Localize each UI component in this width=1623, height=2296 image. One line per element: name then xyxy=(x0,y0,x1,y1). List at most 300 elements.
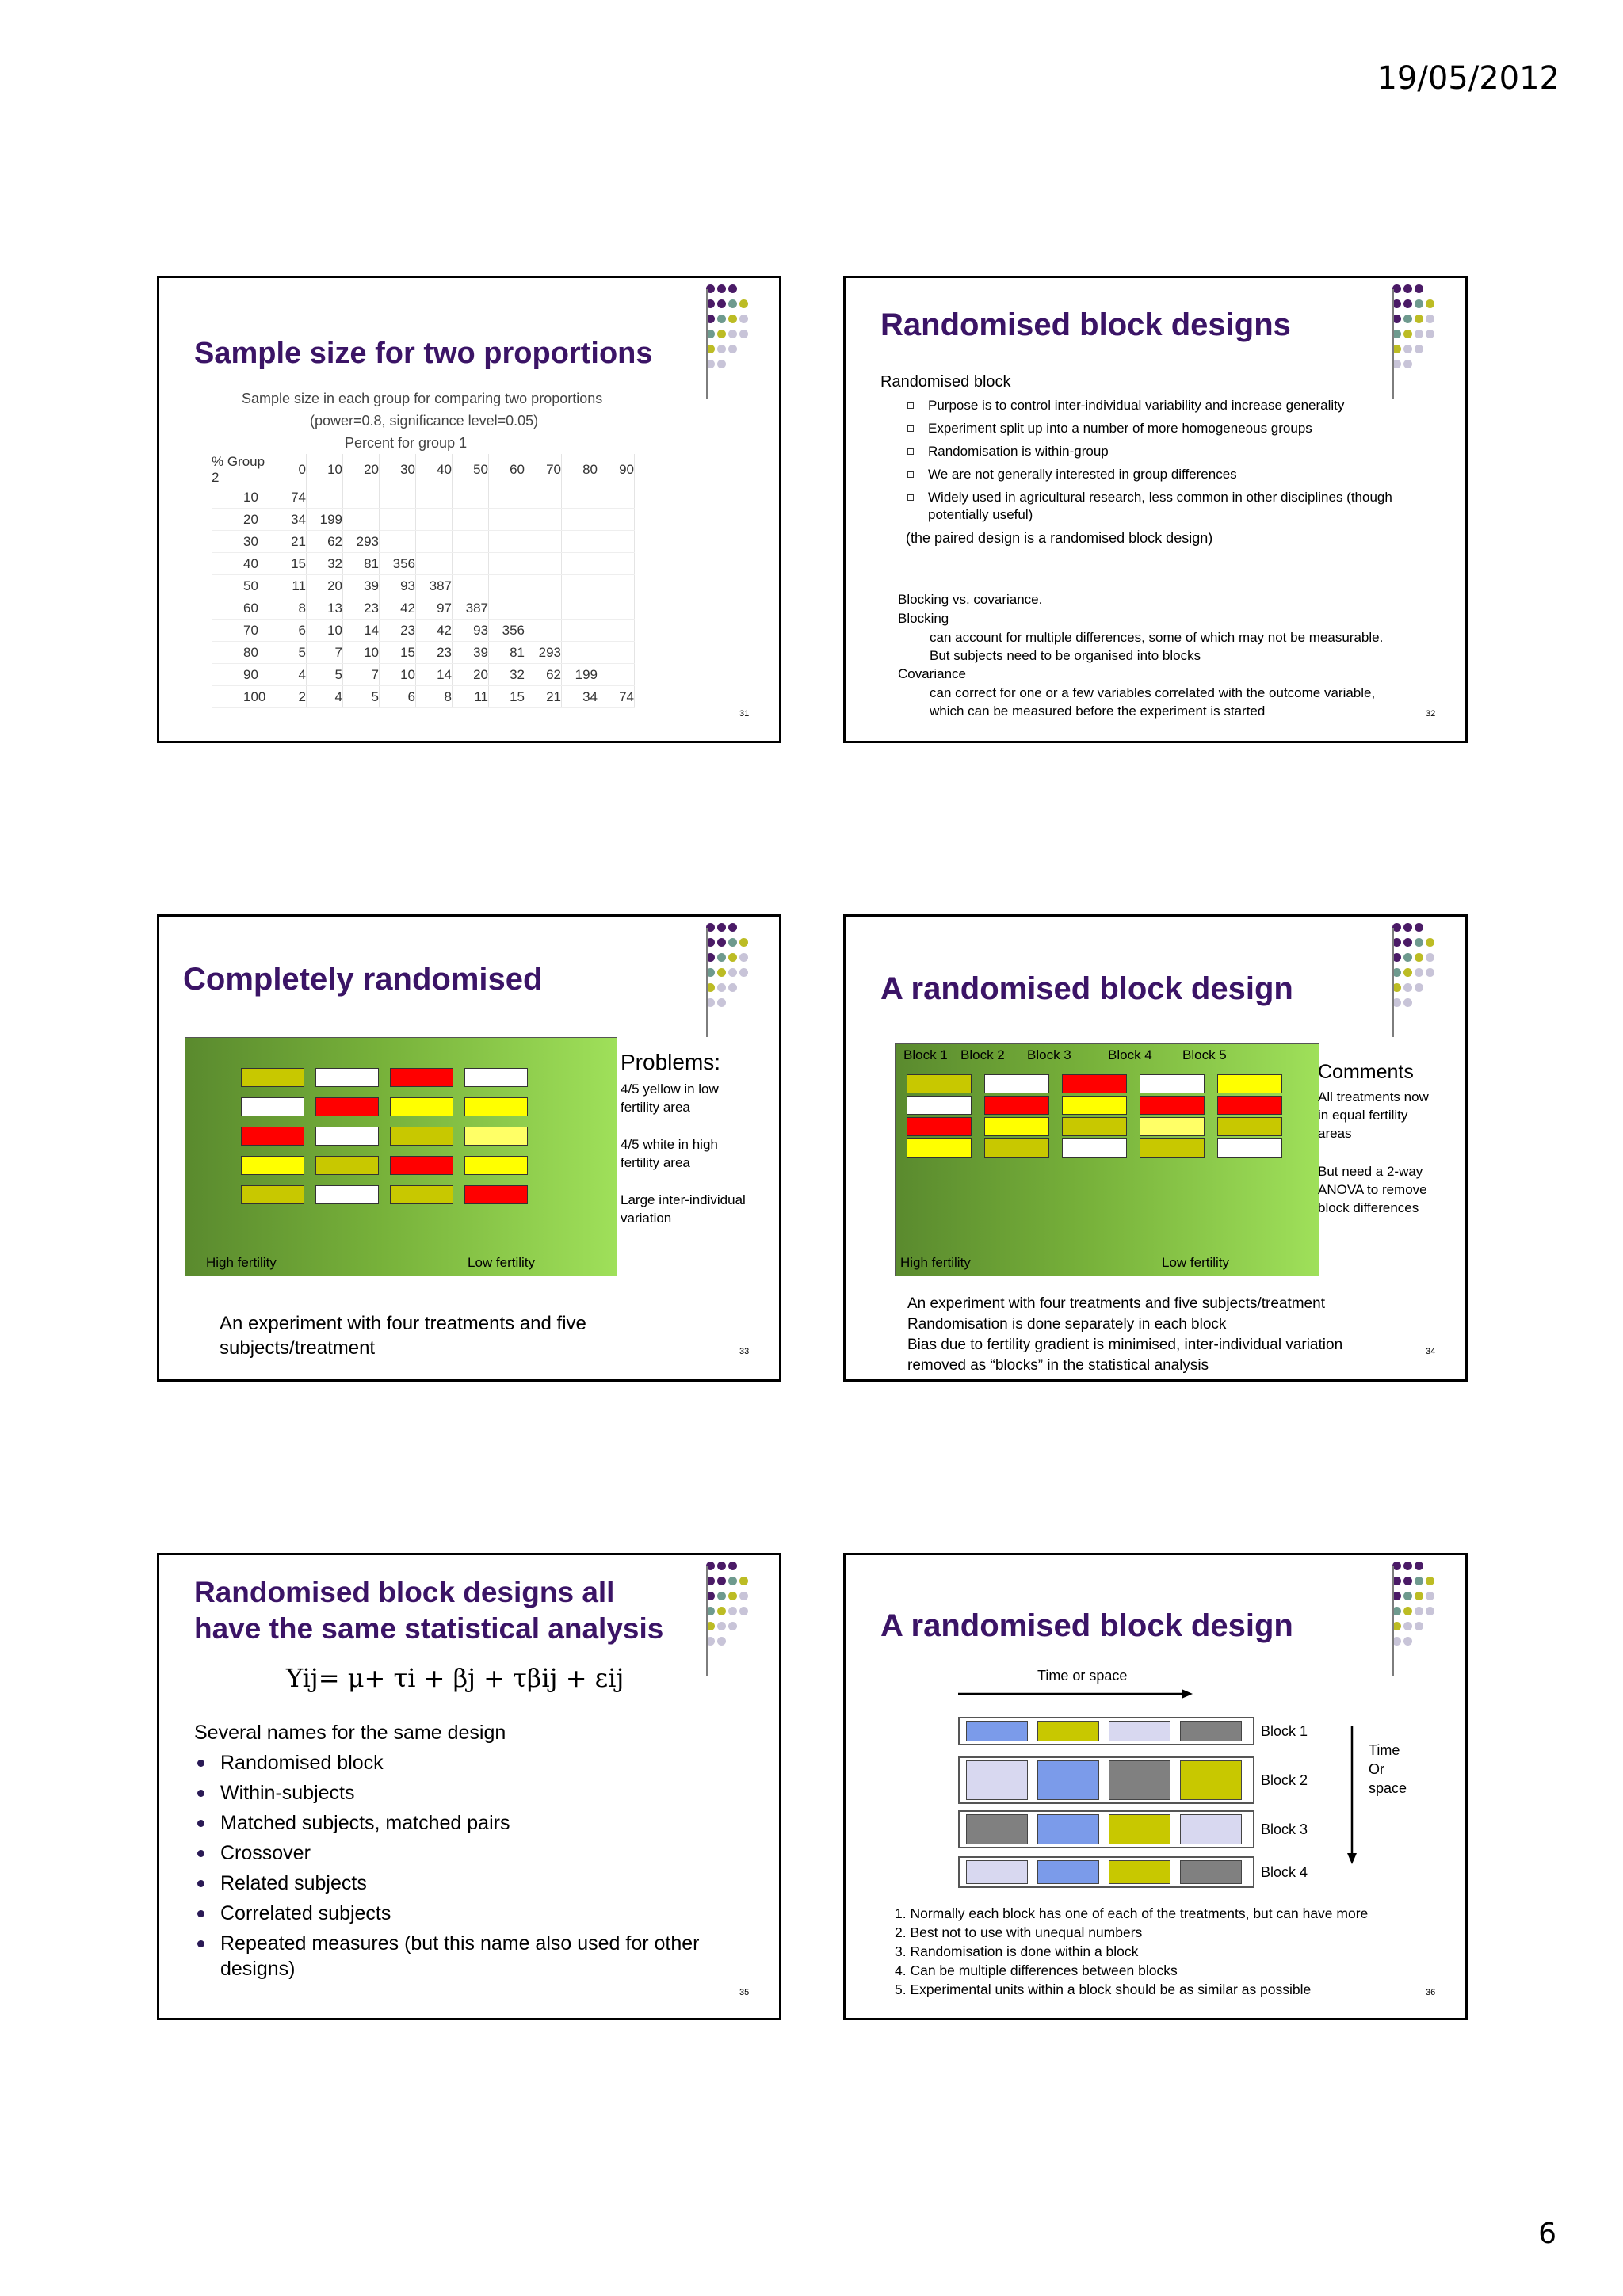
table-cell xyxy=(416,509,453,531)
problems-list xyxy=(621,1080,755,1246)
decor-dot xyxy=(717,998,726,1007)
unit-cell xyxy=(1109,1721,1170,1741)
plot-white xyxy=(315,1127,379,1146)
vertical-arrow-icon xyxy=(1346,1726,1358,1866)
horizontal-arrow-icon xyxy=(958,1688,1196,1699)
table-cell xyxy=(307,486,343,509)
decor-dot xyxy=(1403,345,1412,353)
note-item: 2. Best not to use with unequal numbers xyxy=(895,1924,1143,1940)
slide-title: A randomised block design xyxy=(880,971,1293,1006)
bullet-list xyxy=(907,397,1430,529)
decor-dot xyxy=(739,299,748,308)
table-title: Sample size in each group for comparing two proportions xyxy=(242,391,603,406)
decor-dot xyxy=(1403,299,1412,308)
decor-dot xyxy=(717,1607,726,1615)
dot-decoration xyxy=(706,923,769,1034)
decor-dot xyxy=(1415,923,1423,932)
decor-dot xyxy=(717,315,726,323)
blocking-section xyxy=(898,590,1405,720)
plot-yellow xyxy=(390,1097,453,1116)
plot-white xyxy=(984,1074,1049,1093)
block-row xyxy=(958,1717,1254,1745)
decor-dot xyxy=(728,968,737,977)
decor-dot xyxy=(739,938,748,947)
row-label: 40 xyxy=(212,553,269,575)
table-cell: 14 xyxy=(416,664,453,686)
block-row xyxy=(958,1810,1254,1848)
problems-title: Problems: xyxy=(621,1050,721,1074)
table-cell: 7 xyxy=(307,642,343,664)
decor-dot xyxy=(1403,1607,1412,1615)
table-cell: 93 xyxy=(453,620,489,642)
plot-lyellow xyxy=(464,1127,528,1146)
decor-dot xyxy=(1403,968,1412,977)
table-cell: 15 xyxy=(380,642,416,664)
table-cell xyxy=(562,575,598,597)
table-cell xyxy=(562,620,598,642)
table-cell: 20 xyxy=(307,575,343,597)
unit-cell xyxy=(1109,1760,1170,1800)
dot-decoration xyxy=(1392,284,1456,395)
list-item: We are not generally interested in group differences xyxy=(907,466,1430,483)
column-header: 80 xyxy=(562,454,598,486)
list-item: Within-subjects xyxy=(194,1780,749,1806)
plot-red xyxy=(907,1117,972,1136)
dot-decoration xyxy=(706,1562,769,1672)
list-item: Randomisation is within-group xyxy=(907,443,1430,460)
plot-yellow xyxy=(464,1156,528,1175)
plot-olive xyxy=(1140,1138,1205,1158)
table-cell xyxy=(525,620,562,642)
table-row xyxy=(212,531,635,553)
plot-lyellow xyxy=(1140,1117,1205,1136)
list-item: Widely used in agricultural research, less common in other disciplines (though potentially useful) xyxy=(907,489,1430,524)
decor-dot xyxy=(1403,1577,1412,1585)
row-label: 90 xyxy=(212,664,269,686)
table-cell: 5 xyxy=(307,664,343,686)
decor-dot xyxy=(1403,953,1412,962)
block-label: Block 1 xyxy=(1261,1723,1308,1739)
decor-dot xyxy=(728,1577,737,1585)
table-cell xyxy=(598,620,635,642)
table-cell: 32 xyxy=(307,553,343,575)
plot-yellow xyxy=(1062,1096,1127,1115)
table-cell: 93 xyxy=(380,575,416,597)
decor-dot xyxy=(717,1577,726,1585)
block-header: Block 3 xyxy=(1027,1047,1071,1062)
table-cell xyxy=(525,531,562,553)
comments-1: All treatments now in equal fertility areas xyxy=(1318,1089,1429,1141)
table-cell: 6 xyxy=(380,686,416,708)
problem-item: Large inter-individual variation xyxy=(621,1192,746,1226)
decor-dot xyxy=(1426,953,1434,962)
slide-title-line1: Randomised block designs all xyxy=(194,1576,615,1608)
slide-title-line2: have the same statistical analysis xyxy=(194,1612,664,1645)
table-cell: 8 xyxy=(269,597,307,620)
list-item: Randomised block xyxy=(194,1750,749,1775)
row-label: 30 xyxy=(212,531,269,553)
unit-cell xyxy=(966,1860,1028,1884)
caption-line: removed as “blocks” in the statistical analysis xyxy=(907,1357,1209,1374)
table-cell: 199 xyxy=(562,664,598,686)
table-cell xyxy=(598,575,635,597)
table-cell xyxy=(416,553,453,575)
table-cell xyxy=(525,597,562,620)
table-cell: 387 xyxy=(416,575,453,597)
decor-dot xyxy=(717,284,726,293)
plot-red xyxy=(464,1185,528,1204)
blocking-label: Blocking xyxy=(898,611,949,626)
table-cell xyxy=(453,509,489,531)
table-cell xyxy=(598,642,635,664)
table-cell: 11 xyxy=(453,686,489,708)
decor-dot xyxy=(728,1622,737,1630)
table-cell: 23 xyxy=(343,597,380,620)
table-cell: 4 xyxy=(307,686,343,708)
table-cell: 74 xyxy=(269,486,307,509)
table-row xyxy=(212,686,635,708)
plot-yellow xyxy=(907,1138,972,1158)
decor-dot xyxy=(717,330,726,338)
decor-dot xyxy=(1403,998,1412,1007)
table-header: Percent for group 1 xyxy=(345,435,468,451)
list-item: Crossover xyxy=(194,1840,749,1866)
unit-cell xyxy=(966,1760,1028,1800)
table-cell: 5 xyxy=(269,642,307,664)
intro-text: Randomised block xyxy=(880,373,1011,391)
table-cell xyxy=(598,531,635,553)
decor-dot xyxy=(717,983,726,992)
dot-decoration xyxy=(706,284,769,395)
decor-dot xyxy=(728,345,737,353)
row-label: 50 xyxy=(212,575,269,597)
table-cell: 2 xyxy=(269,686,307,708)
row-label: 80 xyxy=(212,642,269,664)
square-bullet-icon xyxy=(907,448,914,455)
decor-dot xyxy=(717,938,726,947)
table-cell: 39 xyxy=(343,575,380,597)
plot-red xyxy=(390,1068,453,1087)
table-cell xyxy=(343,509,380,531)
table-cell: 23 xyxy=(380,620,416,642)
column-header: 90 xyxy=(598,454,635,486)
table-cell: 356 xyxy=(380,553,416,575)
unit-cell xyxy=(966,1721,1028,1741)
column-header: 10 xyxy=(307,454,343,486)
row-label: 60 xyxy=(212,597,269,620)
decor-dot xyxy=(1415,315,1423,323)
fertility-field xyxy=(895,1043,1319,1276)
bullet-icon xyxy=(197,1820,204,1827)
decor-dot xyxy=(1415,1592,1423,1600)
unit-cell xyxy=(1109,1860,1170,1884)
column-header: 40 xyxy=(416,454,453,486)
plot-white xyxy=(241,1097,304,1116)
block-label: Block 2 xyxy=(1261,1772,1308,1788)
unit-cell xyxy=(966,1814,1028,1844)
table-row xyxy=(212,509,635,531)
decor-dot xyxy=(739,1607,748,1615)
plot-white xyxy=(907,1096,972,1115)
list-item: Matched subjects, matched pairs xyxy=(194,1810,749,1836)
header-date: 19/05/2012 xyxy=(1377,60,1560,97)
table-cell: 74 xyxy=(598,686,635,708)
decor-dot xyxy=(1415,330,1423,338)
decor-dot xyxy=(717,968,726,977)
table-cell xyxy=(562,597,598,620)
plot-white xyxy=(315,1068,379,1087)
decor-dot xyxy=(728,938,737,947)
decor-dot xyxy=(1426,299,1434,308)
slide-number: 36 xyxy=(1426,1988,1436,1997)
high-fertility-label: High fertility xyxy=(206,1255,277,1270)
decor-dot xyxy=(1415,345,1423,353)
slide-34 xyxy=(843,914,1468,1382)
square-bullet-icon xyxy=(907,402,914,409)
decor-dot xyxy=(728,1592,737,1600)
decor-dot xyxy=(717,299,726,308)
unit-cell xyxy=(1109,1814,1170,1844)
plot-olive xyxy=(390,1185,453,1204)
list-item: Correlated subjects xyxy=(194,1901,749,1926)
table-cell xyxy=(598,553,635,575)
table-cell: 34 xyxy=(562,686,598,708)
slide-title: Randomised block designs xyxy=(880,307,1291,342)
table-cell xyxy=(598,664,635,686)
slide-31 xyxy=(157,276,781,743)
plot-olive xyxy=(390,1127,453,1146)
column-header: 70 xyxy=(525,454,562,486)
table-cell xyxy=(562,553,598,575)
bullet-icon xyxy=(197,1790,204,1797)
decor-dot xyxy=(1426,1577,1434,1585)
table-cell: 14 xyxy=(343,620,380,642)
column-header: 30 xyxy=(380,454,416,486)
decor-dot xyxy=(728,983,737,992)
table-cell: 21 xyxy=(525,686,562,708)
bullet-icon xyxy=(197,1910,204,1917)
plot-red xyxy=(1217,1096,1282,1115)
table-cell: 42 xyxy=(380,597,416,620)
table-cell: 39 xyxy=(453,642,489,664)
decor-dot xyxy=(1415,1622,1423,1630)
page-number: 6 xyxy=(1538,2218,1556,2250)
slide-number: 32 xyxy=(1426,709,1436,719)
decor-dot xyxy=(717,345,726,353)
decor-dot xyxy=(728,1562,737,1570)
low-fertility-label: Low fertility xyxy=(1162,1255,1230,1270)
unit-cell xyxy=(1037,1760,1099,1800)
unit-cell xyxy=(1180,1814,1242,1844)
decor-dot xyxy=(717,1562,726,1570)
table-cell xyxy=(598,509,635,531)
block-header: Block 1 xyxy=(903,1047,948,1062)
table-cell: 199 xyxy=(307,509,343,531)
table-cell xyxy=(380,531,416,553)
decor-dot xyxy=(1426,968,1434,977)
table-cell: 5 xyxy=(343,686,380,708)
fertility-field xyxy=(185,1037,617,1276)
column-header: 20 xyxy=(343,454,380,486)
table-cell: 10 xyxy=(307,620,343,642)
decor-dot xyxy=(1403,1622,1412,1630)
decor-dot xyxy=(1415,299,1423,308)
decor-dot xyxy=(739,968,748,977)
decor-dot xyxy=(1415,953,1423,962)
table-cell xyxy=(343,486,380,509)
block-row xyxy=(958,1756,1254,1804)
plot-red xyxy=(1062,1074,1127,1093)
plot-white xyxy=(464,1068,528,1087)
slide-number: 34 xyxy=(1426,1347,1436,1356)
table-cell xyxy=(453,486,489,509)
square-bullet-icon xyxy=(907,425,914,432)
block-header: Block 5 xyxy=(1182,1047,1227,1062)
plot-white xyxy=(1062,1138,1127,1158)
table-cell: 11 xyxy=(269,575,307,597)
slide-36 xyxy=(843,1553,1468,2020)
table-row xyxy=(212,486,635,509)
decor-dot xyxy=(728,299,737,308)
slide-number: 35 xyxy=(739,1988,750,1997)
column-header: 0 xyxy=(269,454,307,486)
caption-line: Bias due to fertility gradient is minimised, inter-individual variation xyxy=(907,1337,1343,1353)
decor-dot xyxy=(739,953,748,962)
bullet-icon xyxy=(197,1760,204,1767)
time-space-label: Time or space xyxy=(1037,1668,1128,1684)
decor-dot xyxy=(1426,315,1434,323)
table-cell xyxy=(416,531,453,553)
table-cell xyxy=(525,553,562,575)
decor-dot xyxy=(1403,330,1412,338)
table-cell xyxy=(525,486,562,509)
block-label: Block 3 xyxy=(1261,1821,1308,1837)
decor-dot xyxy=(1403,315,1412,323)
row-label: 70 xyxy=(212,620,269,642)
table-cell: 62 xyxy=(307,531,343,553)
table-cell xyxy=(562,642,598,664)
slide-title: Completely randomised xyxy=(183,962,543,997)
divider-line xyxy=(1392,289,1394,399)
column-header: 60 xyxy=(489,454,525,486)
decor-dot xyxy=(1415,983,1423,992)
unit-cell xyxy=(1037,1814,1099,1844)
decor-dot xyxy=(717,1592,726,1600)
caption: An experiment with four treatments and five subjects/treatment xyxy=(220,1313,586,1359)
table-cell xyxy=(489,553,525,575)
plot-olive xyxy=(984,1138,1049,1158)
comments-2: But need a 2-way ANOVA to remove block differences xyxy=(1318,1164,1427,1215)
table-row xyxy=(212,664,635,686)
table-cell: 81 xyxy=(343,553,380,575)
table-cell: 8 xyxy=(416,686,453,708)
side-label: Time Or space xyxy=(1369,1742,1407,1796)
list-item: Experiment split up into a number of more homogeneous groups xyxy=(907,420,1430,437)
list-item: Repeated measures (but this name also used for other designs) xyxy=(194,1931,749,1981)
block-label: Block 4 xyxy=(1261,1864,1308,1880)
table-cell: 23 xyxy=(416,642,453,664)
table-cell: 293 xyxy=(343,531,380,553)
problem-item: 4/5 white in high fertility area xyxy=(621,1137,718,1170)
plot-red xyxy=(315,1097,379,1116)
table-cell: 15 xyxy=(489,686,525,708)
plot-red xyxy=(1140,1096,1205,1115)
blocking-text: can account for multiple differences, some of which may not be measurable. But subjects need to be organised into blocks xyxy=(930,630,1384,663)
decor-dot xyxy=(1415,1577,1423,1585)
table-cell xyxy=(562,509,598,531)
covariance-label: Covariance xyxy=(898,666,966,681)
decor-dot xyxy=(739,315,748,323)
unit-cell xyxy=(1180,1721,1242,1741)
unit-cell xyxy=(1180,1760,1242,1800)
decor-dot xyxy=(728,953,737,962)
decor-dot xyxy=(1403,983,1412,992)
list-item: Related subjects xyxy=(194,1871,749,1896)
table-cell xyxy=(598,597,635,620)
table-cell: 34 xyxy=(269,509,307,531)
model-equation: Yij= μ+ τi + βj + τβij + εij xyxy=(286,1663,624,1693)
decor-dot xyxy=(1426,938,1434,947)
table-cell: 293 xyxy=(525,642,562,664)
slide-33 xyxy=(157,914,781,1382)
slide-title: A randomised block design xyxy=(880,1608,1293,1643)
row-label: 100 xyxy=(212,686,269,708)
table-cell xyxy=(380,486,416,509)
decor-dot xyxy=(717,1637,726,1646)
table-row xyxy=(212,620,635,642)
decor-dot xyxy=(1415,968,1423,977)
table-cell: 21 xyxy=(269,531,307,553)
table-cell xyxy=(489,575,525,597)
table-subtitle: (power=0.8, significance level=0.05) xyxy=(310,413,539,429)
slide-number: 31 xyxy=(739,709,750,719)
problem-item: 4/5 yellow in low fertility area xyxy=(621,1081,719,1115)
decor-dot xyxy=(1403,1592,1412,1600)
decor-dot xyxy=(728,330,737,338)
table-cell: 20 xyxy=(453,664,489,686)
decor-dot xyxy=(1415,938,1423,947)
table-cell: 97 xyxy=(416,597,453,620)
table-cell xyxy=(598,486,635,509)
unit-cell xyxy=(1180,1860,1242,1884)
plot-red xyxy=(984,1096,1049,1115)
table-cell: 15 xyxy=(269,553,307,575)
plot-white xyxy=(1217,1138,1282,1158)
table-cell xyxy=(453,553,489,575)
table-cell: 42 xyxy=(416,620,453,642)
note-text: (the paired design is a randomised block design) xyxy=(906,530,1213,546)
decor-dot xyxy=(728,284,737,293)
table-cell: 10 xyxy=(343,642,380,664)
plot-yellow xyxy=(984,1117,1049,1136)
table-cell: 356 xyxy=(489,620,525,642)
table-cell xyxy=(489,531,525,553)
decor-dot xyxy=(739,330,748,338)
low-fertility-label: Low fertility xyxy=(468,1255,536,1270)
plot-yellow xyxy=(1217,1074,1282,1093)
plot-red xyxy=(241,1127,304,1146)
table-cell xyxy=(380,509,416,531)
plot-white xyxy=(1140,1074,1205,1093)
divider-line xyxy=(706,928,708,1037)
note-item: 1. Normally each block has one of each of the treatments, but can have more xyxy=(895,1905,1369,1921)
caption-line: An experiment with four treatments and five subjects/treatment xyxy=(907,1295,1325,1312)
decor-dot xyxy=(1426,330,1434,338)
decor-dot xyxy=(717,360,726,368)
plot-olive xyxy=(1062,1117,1127,1136)
decor-dot xyxy=(728,315,737,323)
table-cell xyxy=(489,486,525,509)
